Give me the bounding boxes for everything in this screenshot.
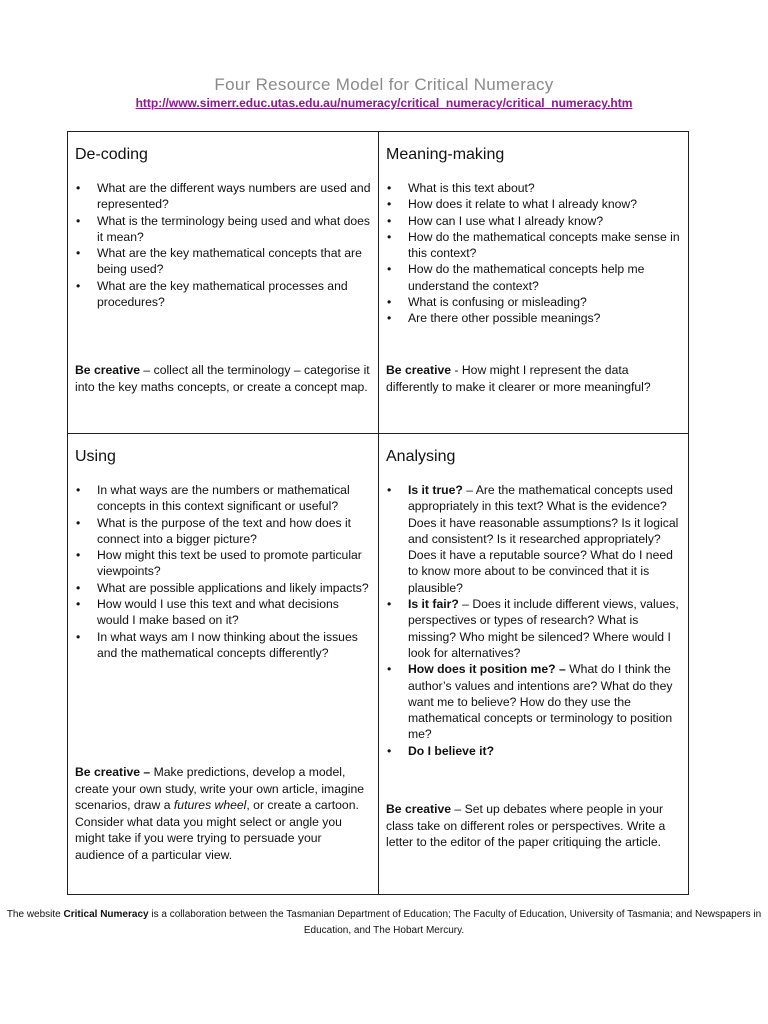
list-item [386, 743, 682, 759]
item-text: What do I think the author’s values and intentions are? What do they want me to believe? How do they use the mathematical concepts or terminology to position me? [408, 662, 673, 742]
list-item: • How can I use what I already know? [386, 213, 682, 229]
analysing-heading: Analysing [386, 448, 456, 465]
creative-text: – collect all the terminology – categorise it into the key maths concepts, or create a concept map. [75, 363, 370, 394]
page-title: Four Resource Model for Critical Numeracy [214, 75, 554, 94]
list-item: • What are the key mathematical processes and procedures? [75, 278, 371, 311]
item-label: Do I believe it? [408, 743, 495, 758]
resource-model-table [67, 131, 689, 895]
using-list [75, 482, 371, 661]
using-creative [75, 764, 372, 863]
source-link[interactable]: http://www.simerr.educ.utas.edu.au/numeracy/critical_numeracy/critical_numeracy.htm [135, 96, 633, 110]
list-item [386, 661, 682, 742]
creative-label: Be creative – [75, 765, 151, 779]
analysing-cell [379, 434, 689, 894]
using-cell [68, 434, 379, 894]
analysing-list [386, 482, 682, 759]
creative-text: – Set up debates where people in your class take on different roles or perspectives. Write a letter to the editor of the paper critiquing the article. [386, 802, 666, 849]
list-item: • What is confusing or misleading? [386, 294, 682, 310]
footer-suffix: is a collaboration between the Tasmanian Department of Education; The Faculty of Education, University of Tasmania; and Newspapers in Education, and The Hobart Mercury. [148, 909, 762, 936]
list-item: • In what ways are the numbers or mathematical concepts in this context significant or useful? [75, 482, 371, 515]
list-item: • What is the purpose of the text and how does it connect into a bigger picture? [75, 515, 371, 548]
using-heading: Using [75, 448, 116, 465]
item-label: Is it fair? [408, 597, 459, 612]
creative-label: Be creative [386, 802, 452, 816]
list-item: • How do the mathematical concepts help me understand the context? [386, 261, 682, 294]
decoding-cell [68, 132, 379, 434]
creative-text: Make predictions, develop a model, create your own study, write your own article, imagine scenarios, draw a [75, 765, 365, 812]
footer-note [0, 907, 768, 939]
footer-site-name: Critical Numeracy [63, 909, 149, 920]
meaning-making-cell [379, 132, 689, 434]
analysing-creative [386, 801, 683, 851]
list-item: • What are the different ways numbers are used and represented? [75, 180, 371, 213]
meaning-making-creative [386, 362, 683, 395]
list-item [386, 482, 682, 596]
decoding-list [75, 180, 371, 310]
creative-emphasis: futures wheel [173, 798, 247, 812]
list-item: • What is this text about? [386, 180, 682, 196]
creative-label: Be creative [386, 363, 452, 377]
creative-label: Be creative [75, 363, 141, 377]
meaning-making-list [386, 180, 682, 327]
list-item: • Are there other possible meanings? [386, 310, 682, 326]
meaning-making-heading: Meaning-making [386, 146, 505, 163]
decoding-heading: De-coding [75, 146, 148, 163]
list-item: • How do the mathematical concepts make sense in this context? [386, 229, 682, 262]
creative-text: , or create a cartoon. Consider what data you might select or angle you might take if you were trying to persuade your audience of a particular view. [75, 798, 359, 862]
footer-prefix: The website [6, 909, 64, 920]
item-label: How does it position me? – [408, 662, 566, 677]
list-item: • What are possible applications and likely impacts? [75, 580, 371, 596]
decoding-creative [75, 362, 372, 395]
item-text: – Does it include different views, values, perspectives or types of research? What is missing? Who might be silenced? Where would I look for alternatives? [408, 597, 679, 660]
list-item: • In what ways am I now thinking about the issues and the mathematical concepts differently? [75, 629, 371, 662]
item-text: – Are the mathematical concepts used appropriately in this text? What is the evidence? Does it have reasonable assumptions? Is it logical and consistent? Is it researched appropriately? Does it have a reputable source? What do I need to know more about to be convinced that it is plausible? [408, 483, 679, 595]
list-item: • What is the terminology being used and what does it mean? [75, 213, 371, 246]
creative-text: - How might I represent the data differently to make it clearer or more meaningful? [386, 363, 651, 394]
list-item: • What are the key mathematical concepts that are being used? [75, 245, 371, 278]
list-item: • How does it relate to what I already know? [386, 196, 682, 212]
list-item: • How might this text be used to promote particular viewpoints? [75, 547, 371, 580]
list-item: • How would I use this text and what decisions would I make based on it? [75, 596, 371, 629]
item-label: Is it true? [408, 483, 463, 497]
list-item [386, 596, 682, 661]
